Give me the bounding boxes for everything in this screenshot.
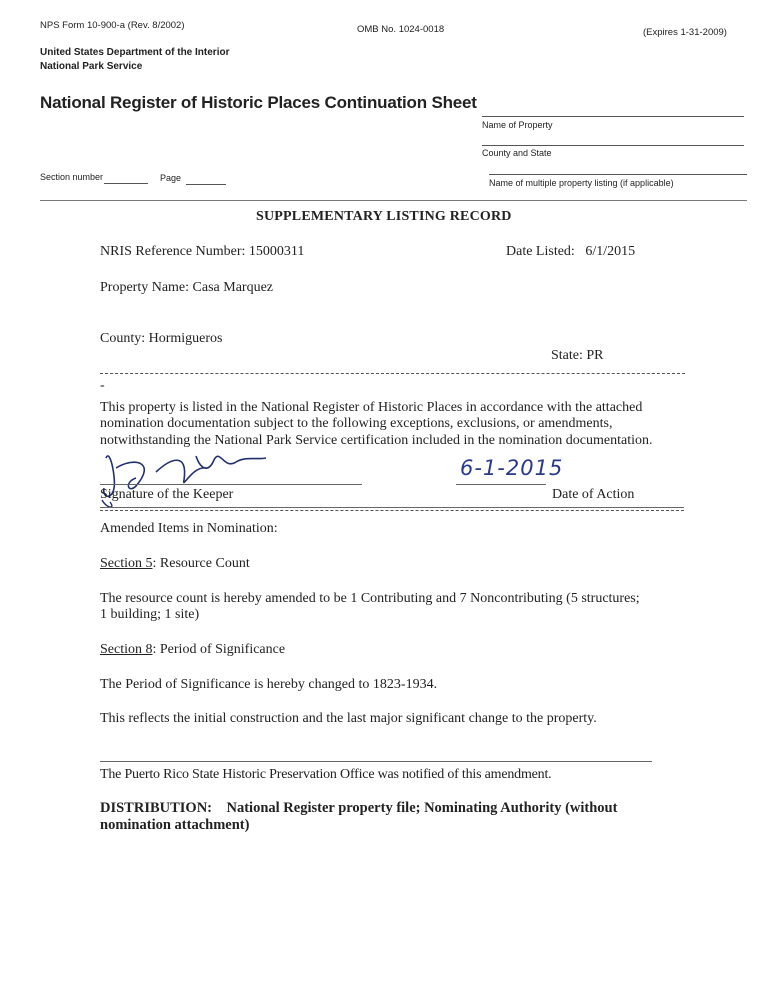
date-of-action-label: Date of Action [552, 487, 635, 502]
county-state-line [482, 145, 744, 146]
service-name: National Park Service [40, 61, 143, 72]
distribution-label: DISTRIBUTION: [100, 800, 212, 816]
section-8-text: The Period of Significance is hereby changed to 1823-1934. [100, 677, 438, 692]
page-blank [186, 184, 226, 185]
name-of-property-label: Name of Property [482, 120, 553, 130]
header-divider [40, 200, 747, 201]
omb-number: OMB No. 1024-0018 [357, 24, 445, 35]
property-name: Property Name: Casa Marquez [100, 280, 273, 295]
date-of-action-line [456, 484, 546, 485]
multiple-listing-label: Name of multiple property listing (if applicable) [489, 178, 674, 188]
page-title: National Register of Historic Places Continuation Sheet [40, 93, 477, 112]
stray-dash: - [100, 378, 105, 393]
dashed-divider [100, 373, 685, 374]
signature-label: Signature of the Keeper [100, 487, 234, 502]
form-number: NPS Form 10-900-a (Rev. 8/2002) [40, 20, 185, 31]
signature-line [100, 484, 362, 485]
multiple-listing-line [489, 174, 747, 175]
divider-solid [100, 507, 684, 508]
name-of-property-line [482, 116, 744, 117]
distribution-line-1: National Register property file; Nominating Authority (without [226, 800, 618, 816]
nris-reference: NRIS Reference Number: 15000311 [100, 244, 305, 259]
county-state-label: County and State [482, 148, 552, 158]
reflects-text: This reflects the initial construction and the last major significant change to the property. [100, 711, 597, 726]
section-8-heading: Section 8: Period of Significance [100, 642, 286, 657]
section-5-heading: Section 5: Resource Count [100, 556, 250, 571]
expiration-date: (Expires 1-31-2009) [643, 27, 727, 38]
note-divider [100, 761, 652, 762]
handwritten-date: 6-1-2015 [460, 456, 564, 480]
department-name: United States Department of the Interior [40, 47, 230, 58]
section-number-blank [104, 183, 148, 184]
shpo-note: The Puerto Rico State Historic Preservation Office was notified of this amendment. [100, 767, 552, 782]
section-number-label: Section number [40, 172, 104, 182]
date-listed: Date Listed: 6/1/2015 [506, 244, 636, 259]
distribution [100, 800, 617, 834]
statement-line-2: nomination documentation subject to the following exceptions, exclusions, or amendments, [100, 416, 613, 431]
divider-dashed [100, 510, 684, 511]
amended-items-intro: Amended Items in Nomination: [100, 521, 278, 536]
statement-line-3: notwithstanding the National Park Service certification included in the nomination documentation. [100, 433, 653, 448]
record-heading: SUPPLEMENTARY LISTING RECORD [256, 209, 512, 224]
page-label: Page [160, 173, 182, 183]
county: County: Hormigueros [100, 331, 223, 346]
section-5-text-line-1: The resource count is hereby amended to be 1 Contributing and 7 Noncontributing (5 structures; [100, 591, 640, 606]
statement-line-1: This property is listed in the National Register of Historic Places in accordance with the attached [100, 400, 643, 415]
section-5-text-line-2: 1 building; 1 site) [100, 607, 200, 622]
distribution-line-2: nomination attachment) [100, 817, 250, 833]
state: State: PR [551, 348, 604, 363]
